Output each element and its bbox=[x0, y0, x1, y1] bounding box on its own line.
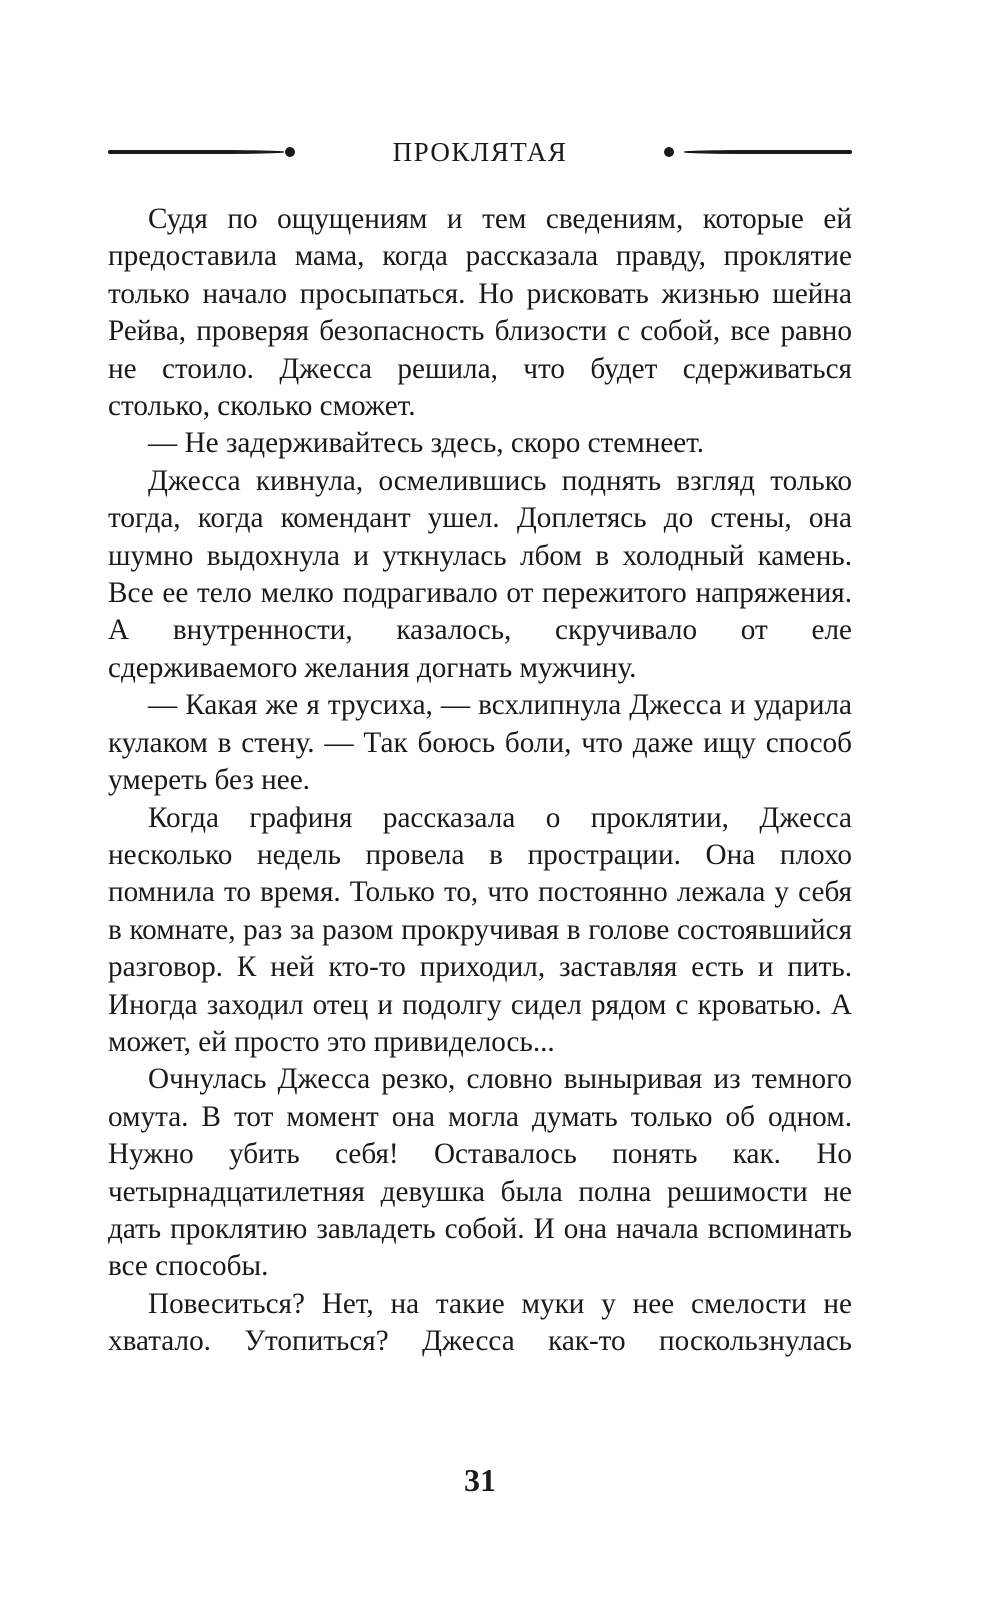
paragraph: — Какая же я трусиха, — всхлипнула Джесса и ударила кулаком в стену. — Так боюсь боли, что даже ищу способ умереть без нее. bbox=[108, 689, 852, 797]
running-header-title: ПРОКЛЯТАЯ bbox=[392, 137, 568, 167]
body-text bbox=[108, 201, 852, 1361]
running-header bbox=[108, 136, 852, 168]
header-rule-right bbox=[684, 150, 852, 154]
paragraph: Когда графиня рассказала о проклятии, Джесса несколько недель провела в прострации. Она плохо помнила то время. Только то, что постоянно лежала у себя в комнате, раз за разом прокручивая в голове состоявшийся разговор. К ней кто-то приходил, заставляя есть и пить. Иногда заходил отец и подолгу сидел рядом с кроватью. А может, ей просто это привиделось... bbox=[108, 801, 852, 1058]
paragraph: Повеситься? Нет, на такие муки у нее смелости не хватало. Утопиться? Джесса как-то поскользнулась bbox=[108, 1287, 852, 1358]
header-dot-right bbox=[664, 147, 674, 157]
paragraph: Джесса кивнула, осмелившись поднять взгляд только тогда, когда комендант ушел. Доплетясь до стены, она шумно выдохнула и уткнулась лбом в холодный камень. Все ее тело мелко подрагивало от пережитого напряжения. А внутренности, казалось, скручивало от еле сдерживаемого желания догнать мужчину. bbox=[108, 464, 852, 684]
paragraph: Судя по ощущениям и тем сведениям, которые ей предоставила мама, когда рассказала правду, проклятие только начало просыпаться. Но рисковать жизнью шейна Рейва, проверяя безопасность близости с собой, все равно не стоило. Джесса решила, что будет сдерживаться столько, сколько сможет. bbox=[108, 203, 852, 423]
paragraph: Очнулась Джесса резко, словно выныривая из темного омута. В тот момент она могла думать только об одном. Нужно убить себя! Оставалось понять как. Но четырнадцатилетняя девушка была полна решимости не дать проклятию завладеть собой. И она начала вспоминать все способы. bbox=[108, 1063, 852, 1283]
page-number: 31 bbox=[464, 1462, 496, 1498]
paragraph: — Не задерживайтесь здесь, скоро стемнеет. bbox=[148, 427, 705, 460]
